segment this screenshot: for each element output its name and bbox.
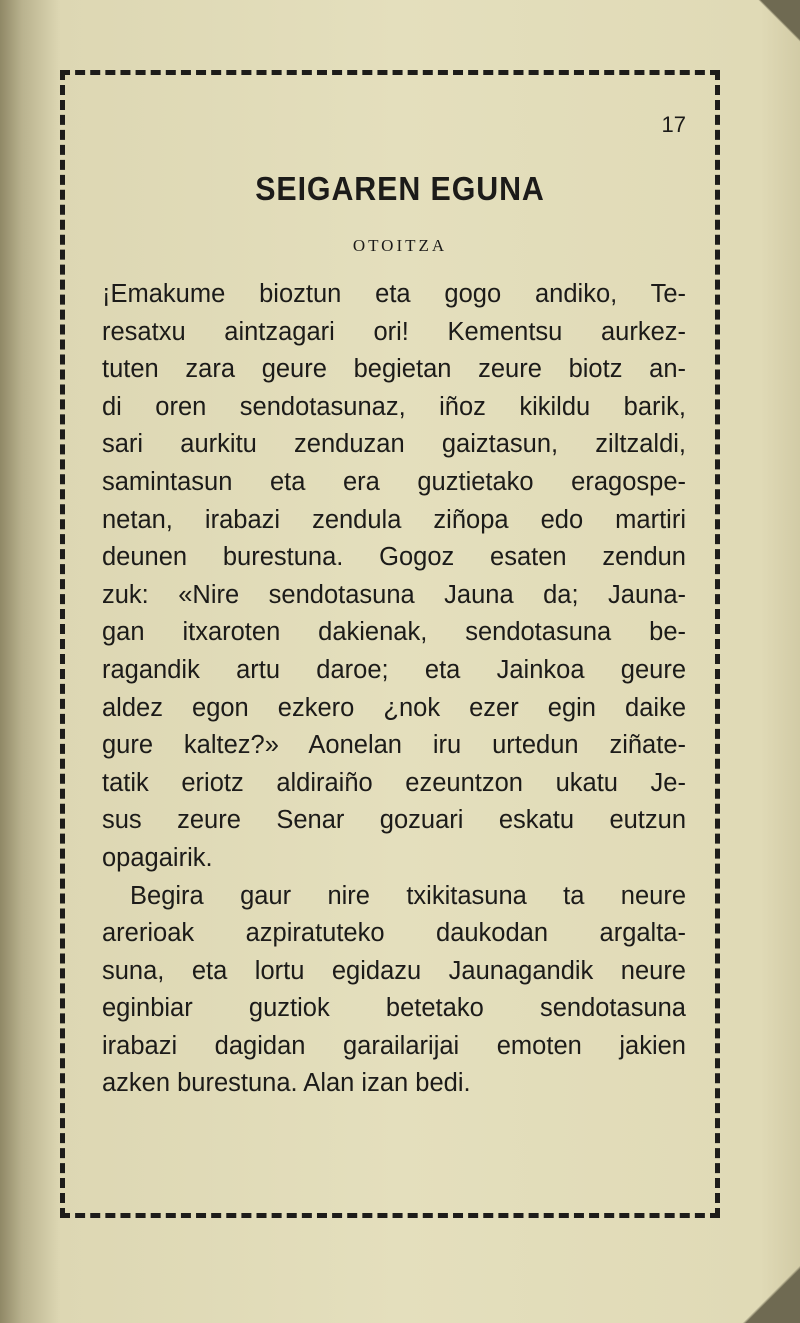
page-number: 17 bbox=[661, 112, 686, 137]
text-line: gan itxaroten dakienak, sendotasuna be- bbox=[102, 618, 686, 647]
section-subtitle: OTOITZA bbox=[352, 236, 448, 255]
text-line: suna, eta lortu egidazu Jaunagandik neure bbox=[102, 956, 686, 985]
text-line: irabazi dagidan garailarijai emoten jakien bbox=[102, 1031, 686, 1060]
text-line: resatxu aintzagari ori! Kementsu aurkez- bbox=[102, 317, 686, 346]
text-line: tuten zara geure begietan zeure biotz an- bbox=[102, 355, 686, 384]
text-line: tatik eriotz aldiraiño ezeuntzon ukatu Je- bbox=[102, 768, 686, 797]
text-line: ragandik artu daroe; eta Jainkoa geure bbox=[102, 655, 686, 684]
text-line: gure kaltez?» Aonelan iru urtedun ziñate- bbox=[102, 731, 686, 760]
text-line: eginbiar guztiok betetako sendotasuna bbox=[102, 994, 686, 1023]
text-line: arerioak azpiratuteko daukodan argalta- bbox=[102, 919, 686, 948]
text-line: aldez egon ezkero ¿nok ezer egin daike bbox=[102, 693, 686, 722]
text-line: di oren sendotasunaz, iñoz kikildu barik, bbox=[102, 392, 686, 421]
text-line: deunen burestuna. Gogoz esaten zendun bbox=[102, 543, 686, 572]
page-corner-shadow-bottom bbox=[740, 1203, 800, 1323]
text-line: opagairik. bbox=[102, 843, 213, 872]
text-line: azken burestuna. Alan izan bedi. bbox=[102, 1069, 471, 1098]
text-line: samintasun eta era guztietako eragospe- bbox=[102, 467, 686, 496]
text-line: netan, irabazi zendula ziñopa edo martiri bbox=[102, 505, 686, 534]
page-title: SEIGAREN EGUNA bbox=[255, 170, 545, 207]
text-line: Begira gaur nire txikitasuna ta neure bbox=[130, 881, 686, 910]
page-corner-shadow-top bbox=[720, 0, 800, 60]
prayer-text bbox=[102, 276, 686, 1103]
text-line: sus zeure Senar gozuari eskatu eutzun bbox=[102, 806, 686, 835]
text-line: sari aurkitu zenduzan gaiztasun, ziltzaldi, bbox=[102, 430, 686, 459]
text-line: ¡Emakume bioztun eta gogo andiko, Te- bbox=[102, 280, 686, 308]
text-line: zuk: «Nire sendotasuna Jauna da; Jauna- bbox=[102, 580, 686, 609]
